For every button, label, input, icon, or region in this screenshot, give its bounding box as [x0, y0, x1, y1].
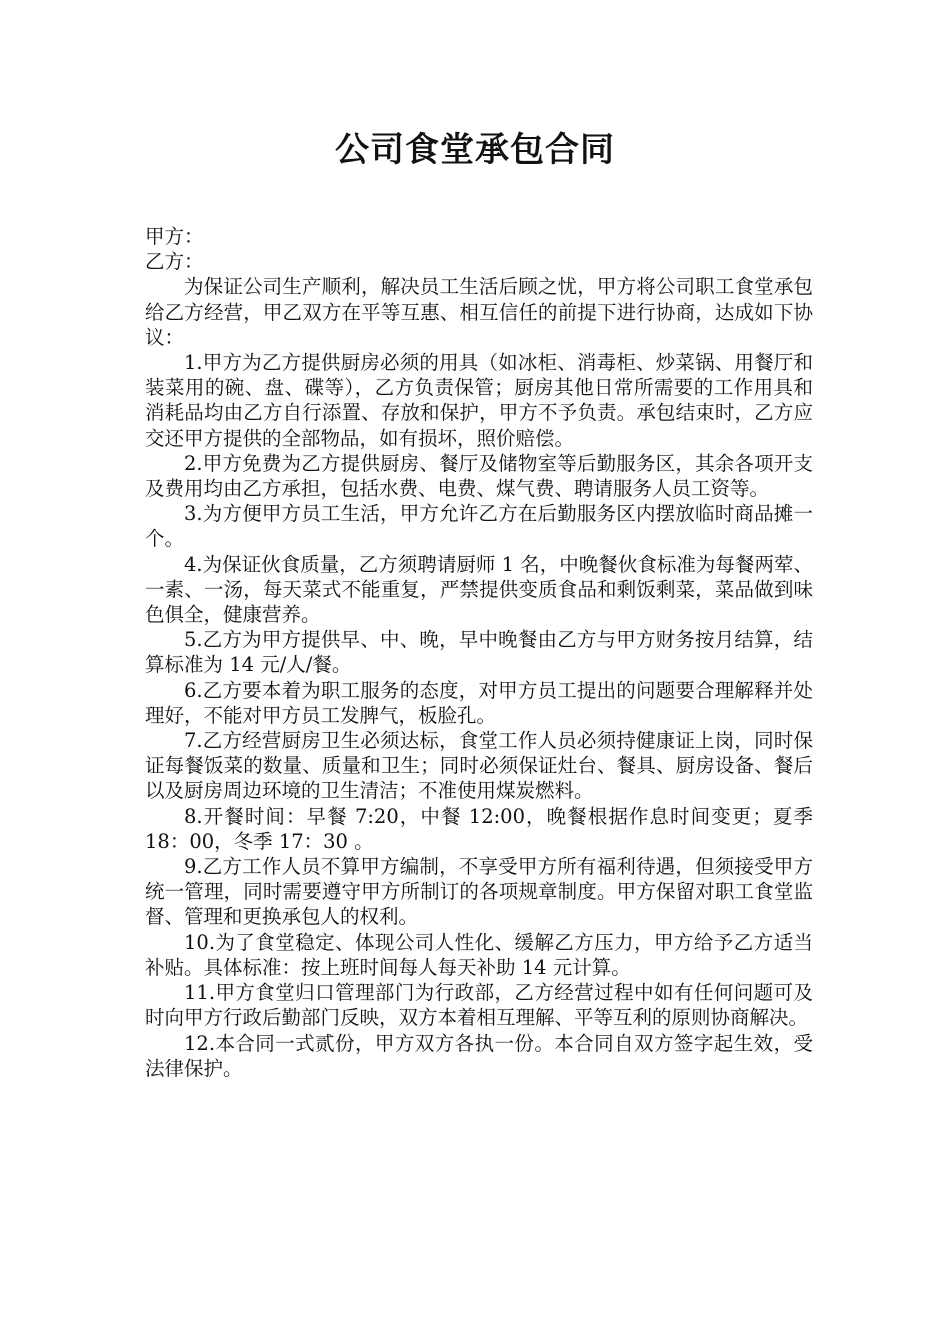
- clause-4: 4.为保证伙食质量，乙方须聘请厨师 1 名，中晚餐伙食标准为每餐两荤、一素、一汤，每天菜式不能重复，严禁提供变质食品和剩饭剩菜，菜品做到味色俱全，健康营养。: [145, 552, 813, 627]
- clause-10: 10.为了食堂稳定、体现公司人性化、缓解乙方压力，甲方给予乙方适当补贴。具体标准：按上班时间每人每天补助 14 元计算。: [145, 930, 813, 979]
- clause-7: 7.乙方经营厨房卫生必须达标，食堂工作人员必须持健康证上岗，同时保证每餐饭菜的数量、质量和卫生；同时必须保证灶台、餐具、厨房设备、餐后以及厨房周边环境的卫生清洁；不准使用煤炭燃料。: [145, 729, 813, 803]
- clause-8: 8.开餐时间：早餐 7:20，中餐 12:00，晚餐根据作息时间变更；夏季 18：00，冬季 17：30 。: [145, 804, 813, 853]
- clause-9: 9.乙方工作人员不算甲方编制，不享受甲方所有福利待遇，但须接受甲方统一管理，同时需要遵守甲方所制订的各项规章制度。甲方保留对职工食堂监督、管理和更换承包人的权利。: [145, 855, 813, 929]
- clause-12: 12.本合同一式贰份，甲方双方各执一份。本合同自双方签字起生效，受法律保护。: [145, 1031, 813, 1080]
- contract-body: [145, 224, 813, 1081]
- clause-1: 1.甲方为乙方提供厨房必须的用具（如冰柜、消毒柜、炒菜锅、用餐厅和装菜用的碗、盘、碟等），乙方负责保管；厨房其他日常所需要的工作用具和消耗品均由乙方自行添置、存放和保护，甲方不予负责。承包结束时，乙方应交还甲方提供的全部物品，如有损坏，照价赔偿。: [145, 351, 813, 450]
- clause-3: 3.为方便甲方员工生活，甲方允许乙方在后勤服务区内摆放临时商品摊一个。: [145, 502, 813, 551]
- clause-5: 5.乙方为甲方提供早、中、晚，早中晚餐由乙方与甲方财务按月结算，结算标准为 14 元/人/餐。: [145, 628, 813, 677]
- party-b-line: 乙方：: [145, 250, 204, 274]
- clause-2: 2.甲方免费为乙方提供厨房、餐厅及储物室等后勤服务区，其余各项开支及费用均由乙方承担，包括水费、电费、煤气费、聘请服务人员工资等。: [145, 451, 813, 501]
- clause-11: 11.甲方食堂归口管理部门为行政部，乙方经营过程中如有任何问题可及时向甲方行政后勤部门反映，双方本着相互理解、平等互利的原则协商解决。: [145, 981, 813, 1030]
- clause-6: 6.乙方要本着为职工服务的态度，对甲方员工提出的问题要合理解释并处理好，不能对甲方员工发脾气，板脸孔。: [145, 678, 813, 727]
- intro-paragraph: 为保证公司生产顺利，解决员工生活后顾之忧，甲方将公司职工食堂承包给乙方经营，甲乙双方在平等互惠、相互信任的前提下进行协商，达成如下协议：: [145, 275, 813, 349]
- document-title: 公司食堂承包合同: [335, 130, 615, 170]
- party-a-line: 甲方：: [145, 225, 204, 248]
